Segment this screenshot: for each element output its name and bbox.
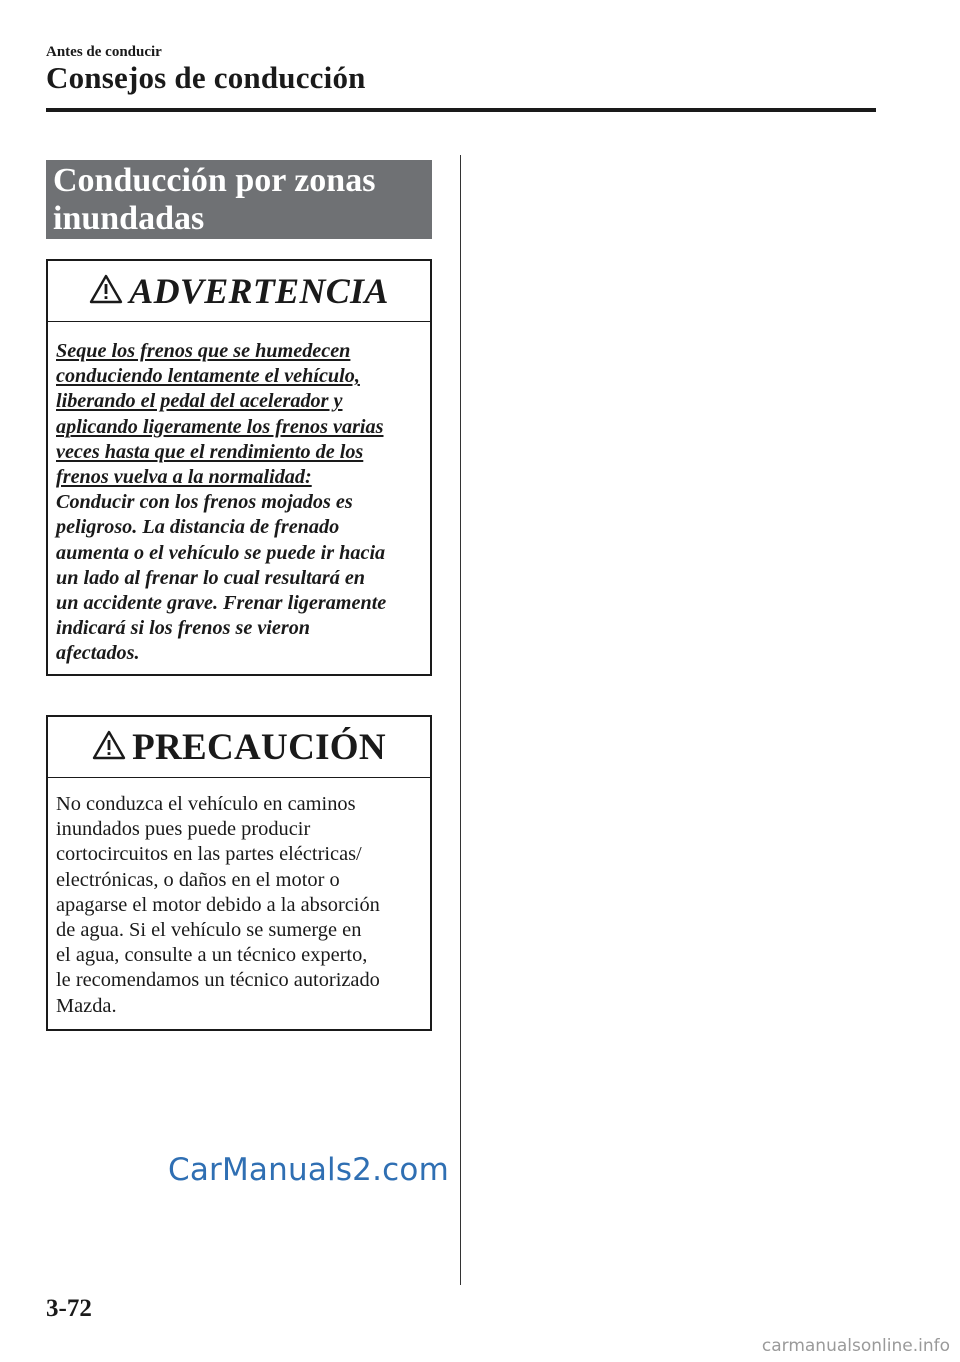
- caution-box: [46, 715, 432, 1031]
- section-heading-line-2: inundadas: [53, 200, 205, 237]
- caution-body-line: cortocircuitos en las partes eléctricas/: [56, 843, 362, 866]
- warning-body-line: indicará si los frenos se vieron: [56, 617, 311, 640]
- caution-body-line: el agua, consulte a un técnico experto,: [56, 944, 368, 967]
- warning-body-line: un lado al frenar lo cual resultará en: [56, 566, 366, 589]
- watermark: CarManuals2.com: [168, 1152, 449, 1188]
- warning-header: [48, 261, 430, 322]
- caution-body-line: electrónicas, o daños en el motor o: [56, 868, 340, 891]
- warning-underlined-line: conduciendo lentamente el vehículo,: [56, 365, 360, 388]
- page-number: 3-72: [46, 1295, 92, 1322]
- warning-underlined-line: aplicando ligeramente los frenos varias: [56, 415, 384, 438]
- warning-triangle-icon: [89, 274, 129, 309]
- page-title: Consejos de conducción: [46, 60, 366, 95]
- caution-body-line: le recomendamos un técnico autorizado: [56, 969, 380, 992]
- caution-header: [48, 717, 430, 778]
- warning-body-line: peligroso. La distancia de frenado: [56, 516, 340, 539]
- warning-body-line: un accidente grave. Frenar ligeramente: [56, 592, 387, 615]
- caution-body-line: de agua. Si el vehículo se sumerge en: [56, 919, 362, 942]
- warning-body-line: aumenta o el vehículo se puede ir hacia: [56, 541, 386, 564]
- warning-underlined-line: Seque los frenos que se humedecen: [56, 340, 351, 362]
- warning-title: ADVERTENCIA: [129, 271, 389, 311]
- warning-underlined-line: veces hasta que el rendimiento de los: [56, 440, 364, 463]
- caution-body-line: Mazda.: [56, 994, 117, 1017]
- footer-watermark: carmanualsonline.info: [761, 1336, 950, 1356]
- warning-underlined-line: liberando el pedal del acelerador y: [56, 390, 343, 413]
- warning-underlined-line: frenos vuelva a la normalidad:: [56, 466, 312, 489]
- caution-body-line: apagarse el motor debido a la absorción: [56, 893, 380, 916]
- caution-title: PRECAUCIÓN: [132, 726, 386, 768]
- breadcrumb: Antes de conducir: [46, 44, 162, 60]
- warning-box: [46, 259, 432, 676]
- column-divider: [460, 155, 461, 1285]
- section-heading-line-1: Conducción por zonas: [53, 162, 376, 199]
- warning-body-line: afectados.: [56, 642, 140, 665]
- header-rule: [46, 108, 876, 112]
- warning-body: [48, 322, 430, 667]
- warning-body-line: Conducir con los frenos mojados es: [56, 491, 353, 514]
- warning-triangle-icon: [92, 730, 132, 765]
- caution-body-line: No conduzca el vehículo en caminos: [56, 793, 356, 815]
- caution-body: [48, 778, 430, 1019]
- section-heading: [46, 160, 432, 239]
- caution-body-line: inundados pues puede producir: [56, 818, 311, 841]
